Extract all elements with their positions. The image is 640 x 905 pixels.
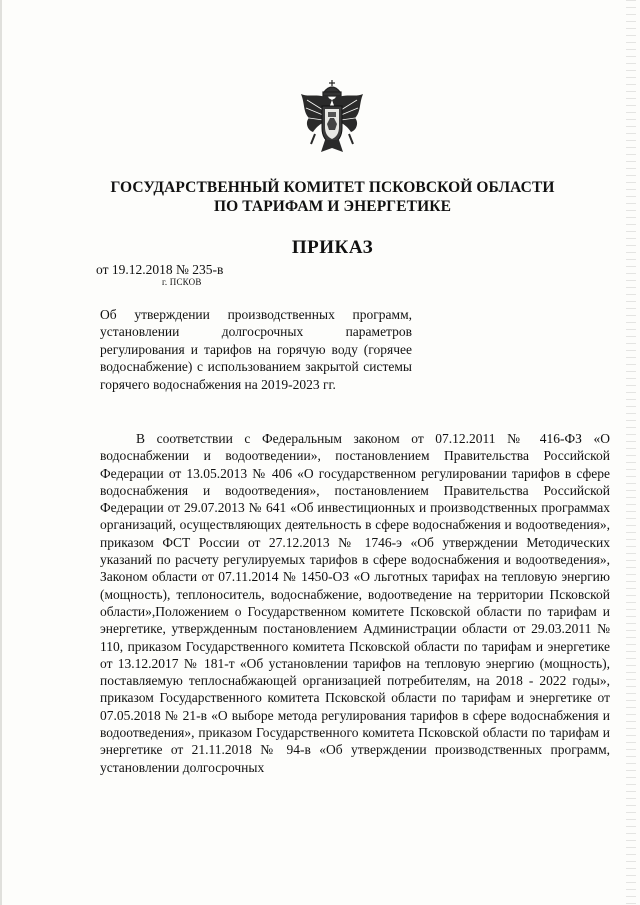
document-type-title: ПРИКАЗ	[291, 237, 374, 258]
document-body	[100, 430, 610, 776]
document-subject	[100, 306, 412, 393]
document-city: г. ПСКОВ	[162, 277, 202, 287]
subject-text: Об утверждении производственных программ, установлении долгосрочных параметров регулирования и тарифов на горячую воду (горячее водоснабжение) с использованием закрытой системы горячего водоснабжения на 2019-2023 гг.	[100, 307, 412, 392]
document-date-number: от 19.12.2018 № 235-в	[96, 262, 224, 277]
organization-line-2: ПО ТАРИФАМ И ЭНЕРГЕТИКЕ	[213, 198, 452, 215]
scan-edge	[0, 0, 2, 905]
coat-of-arms-emblem	[297, 78, 367, 160]
organization-line-1: ГОСУДАРСТВЕННЫЙ КОМИТЕТ ПСКОВСКОЙ ОБЛАСТИ	[110, 179, 555, 196]
organization-name	[80, 178, 585, 216]
scan-margin-artifact	[626, 0, 636, 905]
body-paragraph: В соответствии с Федеральным законом от 07.12.2011 № 416-ФЗ «О водоснабжении и водоотведении», постановлением Правительства Российской Федерации от 13.05.2013 № 406 «О государственном регулировании тарифов в сфере водоснабжения и водоотведения», постановлением Правительства Российской Федерации от 29.07.2013 № 641 «Об инвестиционных и производственных программах организаций, осуществляющих деятельность в сфере водоснабжения и водоотведения», приказом ФСТ России от 27.12.2013 № 1746-э «Об утверждении Методических указаний по расчету регулируемых тарифов в сфере водоснабжения и водоотведения», Законом области от 07.11.2014 № 1450-ОЗ «О льготных тарифах на тепловую энергию (мощность), теплоноситель, водоснабжение, водоотведение на территории Псковской области»,Положением о Государственном комитете Псковской области по тарифам и энергетике, утвержденным постановлением Администрации области от 29.03.2011 № 110, приказом Государственного комитета Псковской области по тарифам и энергетике от 13.12.2017 № 181-т «Об установлении тарифов на тепловую энергию (мощность), поставляемую теплоснабжающей организацией потребителям, на 2018 - 2022 годы», приказом Государственного комитета Псковской области по тарифам и энергетике от 07.05.2018 № 21-в «О выборе метода регулирования тарифов в сфере водоснабжения и водоотведения», приказом Государственного комитета Псковской области по тарифам и энергетике от 21.11.2018 № 94-в «Об утверждении производственных программ, установлении долгосрочных	[100, 431, 610, 775]
